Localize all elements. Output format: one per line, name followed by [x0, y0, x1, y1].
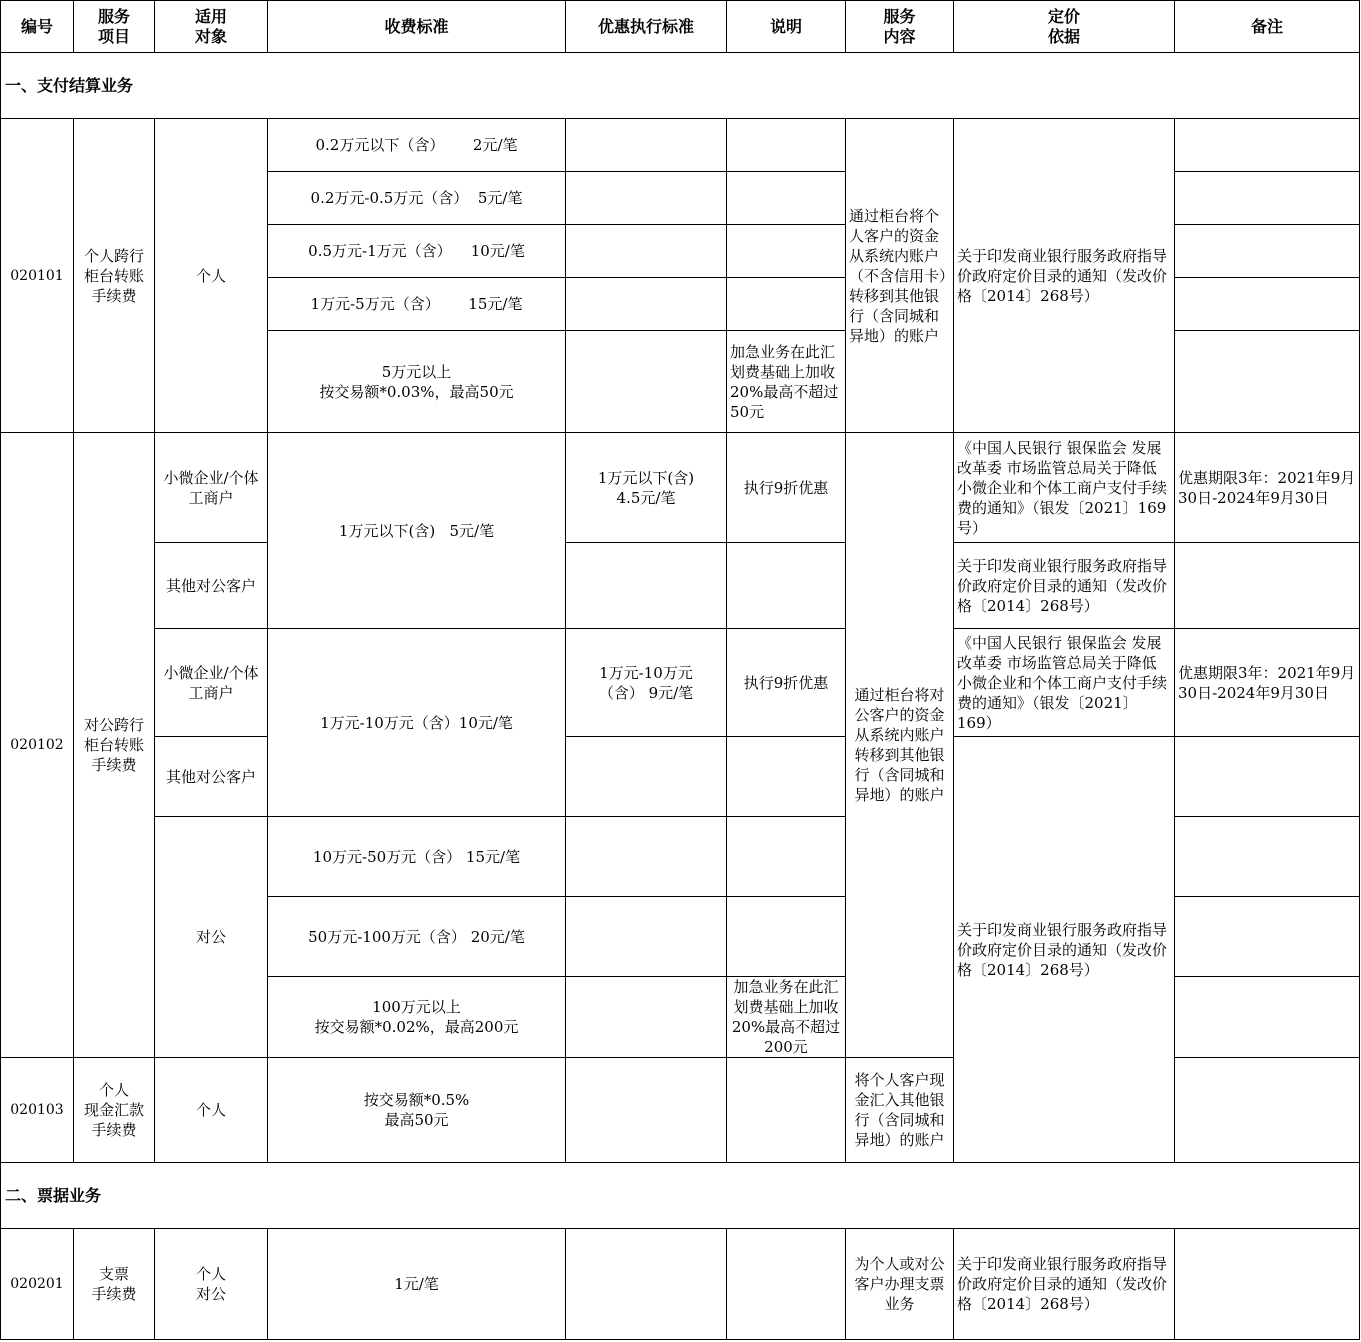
description: 加急业务在此汇划费基础上加收20%最高不超过50元: [727, 331, 846, 433]
service-item: 对公跨行 柜台转账 手续费: [74, 433, 155, 1058]
fee-standard: 1万元以下(含) 5元/笔: [268, 433, 566, 629]
table-row: [1, 629, 1360, 737]
header-remarks: 备注: [1175, 1, 1360, 53]
row-code: 020103: [1, 1058, 74, 1163]
target: 其他对公客户: [155, 737, 268, 817]
description: [727, 172, 846, 225]
header-target: 适用 对象: [155, 1, 268, 53]
description: [727, 1058, 846, 1163]
description: [727, 119, 846, 172]
discount-standard: 1万元-10万元 （含） 9元/笔: [566, 629, 727, 737]
fee-standard: 1元/笔: [268, 1229, 566, 1340]
discount-standard: [566, 977, 727, 1058]
remarks: [1175, 172, 1360, 225]
service-content: 将个人客户现金汇入其他银行（含同城和异地）的账户: [846, 1058, 954, 1163]
discount-standard: [566, 119, 727, 172]
row-code: 020102: [1, 433, 74, 1058]
header-row: [1, 1, 1360, 53]
header-service-item: 服务 项目: [74, 1, 155, 53]
section-row: [1, 53, 1360, 119]
header-fee-standard: 收费标准: [268, 1, 566, 53]
pricing-basis: 《中国人民银行 银保监会 发展改革委 市场监管总局关于降低小微企业和个体工商户支付手续费的通知》（银发〔2021〕169）: [954, 629, 1175, 737]
description: [727, 817, 846, 897]
description: [727, 1229, 846, 1340]
remarks: [1175, 278, 1360, 331]
description: 执行9折优惠: [727, 629, 846, 737]
remarks: [1175, 1229, 1360, 1340]
service-content: 为个人或对公客户办理支票业务: [846, 1229, 954, 1340]
target: 其他对公客户: [155, 543, 268, 629]
fee-standard: 5万元以上 按交易额*0.03%，最高50元: [268, 331, 566, 433]
header-service-content: 服务 内容: [846, 1, 954, 53]
table-row: [1, 543, 1360, 629]
fee-standard: 10万元-50万元（含） 15元/笔: [268, 817, 566, 897]
row-code: 020101: [1, 119, 74, 433]
remarks: [1175, 119, 1360, 172]
remarks: [1175, 331, 1360, 433]
discount-standard: 1万元以下(含) 4.5元/笔: [566, 433, 727, 543]
remarks: [1175, 543, 1360, 629]
table-row: [1, 1229, 1360, 1340]
remarks: [1175, 817, 1360, 897]
table-row: [1, 433, 1360, 543]
fee-standard: 50万元-100万元（含） 20元/笔: [268, 897, 566, 977]
description: [727, 543, 846, 629]
fee-standard: 0.2万元以下（含） 2元/笔: [268, 119, 566, 172]
discount-standard: [566, 331, 727, 433]
target: 个人: [155, 1058, 268, 1163]
description: [727, 278, 846, 331]
pricing-basis: 《中国人民银行 银保监会 发展改革委 市场监管总局关于降低小微企业和个体工商户支付手续费的通知》（银发〔2021〕169号）: [954, 433, 1175, 543]
remarks: [1175, 737, 1360, 817]
discount-standard: [566, 1229, 727, 1340]
remarks: 优惠期限3年：2021年9月30日-2024年9月30日: [1175, 433, 1360, 543]
description: [727, 737, 846, 817]
service-item: 个人 现金汇款 手续费: [74, 1058, 155, 1163]
target: 对公: [155, 817, 268, 1058]
section-title-payment: 一、支付结算业务: [1, 53, 1360, 119]
discount-standard: [566, 737, 727, 817]
discount-standard: [566, 225, 727, 278]
table-row: [1, 119, 1360, 172]
table-row: [1, 737, 1360, 817]
pricing-basis: 关于印发商业银行服务政府指导价政府定价目录的通知（发改价格〔2014〕268号）: [954, 1229, 1175, 1340]
target: 个人 对公: [155, 1229, 268, 1340]
section-title-bills: 二、票据业务: [1, 1163, 1360, 1229]
remarks: [1175, 225, 1360, 278]
service-item: 个人跨行 柜台转账 手续费: [74, 119, 155, 433]
header-pricing-basis: 定价 依据: [954, 1, 1175, 53]
discount-standard: [566, 543, 727, 629]
discount-standard: [566, 817, 727, 897]
remarks: [1175, 1058, 1360, 1163]
remarks: [1175, 897, 1360, 977]
fee-standard: 100万元以上 按交易额*0.02%，最高200元: [268, 977, 566, 1058]
header-discount-standard: 优惠执行标准: [566, 1, 727, 53]
description: 加急业务在此汇划费基础上加收20%最高不超过200元: [727, 977, 846, 1058]
description: 执行9折优惠: [727, 433, 846, 543]
remarks: [1175, 977, 1360, 1058]
service-content: 通过柜台将对公客户的资金从系统内账户转移到其他银行（含同城和异地）的账户: [846, 433, 954, 1058]
discount-standard: [566, 172, 727, 225]
fee-standard: 1万元-5万元（含） 15元/笔: [268, 278, 566, 331]
discount-standard: [566, 1058, 727, 1163]
target: 个人: [155, 119, 268, 433]
service-content: 通过柜台将个人客户的资金从系统内账户（不含信用卡）转移到其他银行（含同城和异地）的账户: [846, 119, 954, 433]
description: [727, 225, 846, 278]
target: 小微企业/个体工商户: [155, 629, 268, 737]
discount-standard: [566, 278, 727, 331]
header-description: 说明: [727, 1, 846, 53]
fee-standard: 0.2万元-0.5万元（含） 5元/笔: [268, 172, 566, 225]
remarks: 优惠期限3年：2021年9月30日-2024年9月30日: [1175, 629, 1360, 737]
pricing-basis: 关于印发商业银行服务政府指导价政府定价目录的通知（发改价格〔2014〕268号）: [954, 543, 1175, 629]
fee-standard: 1万元-10万元（含）10元/笔: [268, 629, 566, 817]
discount-standard: [566, 897, 727, 977]
description: [727, 897, 846, 977]
header-code: 编号: [1, 1, 74, 53]
target: 小微企业/个体工商户: [155, 433, 268, 543]
section-row: [1, 1163, 1360, 1229]
fee-standard: 按交易额*0.5% 最高50元: [268, 1058, 566, 1163]
pricing-basis: 关于印发商业银行服务政府指导价政府定价目录的通知（发改价格〔2014〕268号）: [954, 119, 1175, 433]
pricing-basis: 关于印发商业银行服务政府指导价政府定价目录的通知（发改价格〔2014〕268号）: [954, 737, 1175, 1163]
service-item: 支票 手续费: [74, 1229, 155, 1340]
row-code: 020201: [1, 1229, 74, 1340]
fee-standard: 0.5万元-1万元（含） 10元/笔: [268, 225, 566, 278]
